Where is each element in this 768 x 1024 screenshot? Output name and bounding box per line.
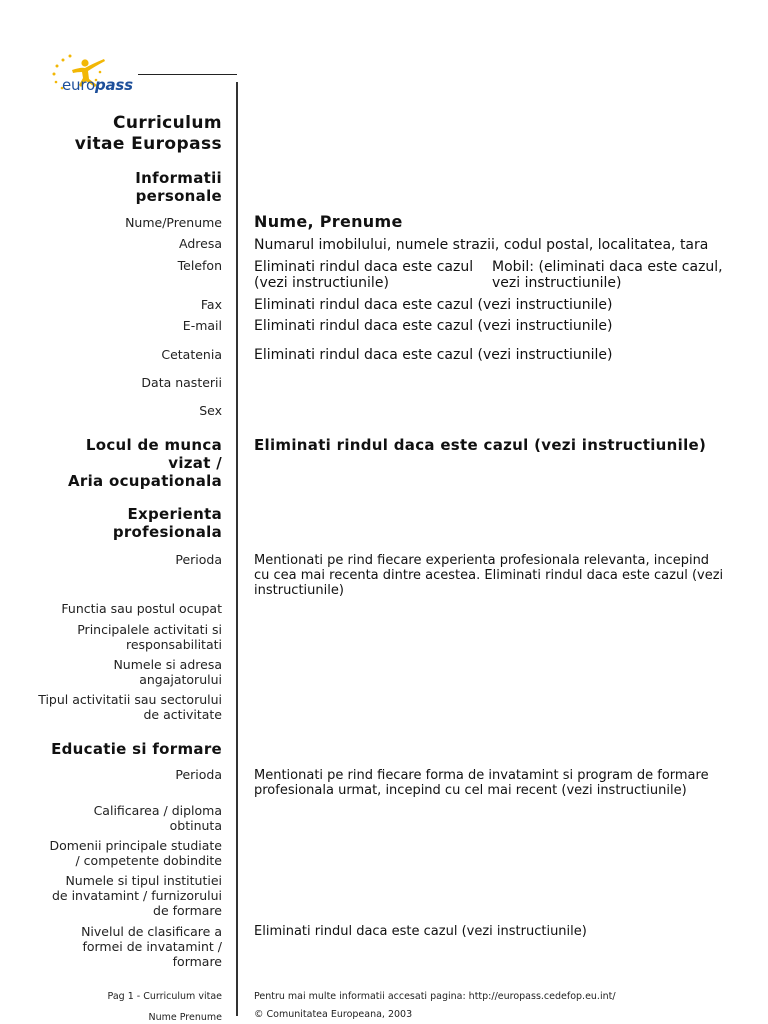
address-value: Numarul imobilului, numele strazii, codul postal, localitatea, tara [254,237,709,253]
subjects-label-line1: Domenii principale studiate [49,838,222,853]
sector-label-line2: de activitate [143,707,222,722]
experience-heading-line1: Experienta [127,505,222,523]
position-label: Functia sau postul ocupat [61,601,222,616]
nationality-label: Cetatenia [161,347,222,362]
desired-job-label-line3: Aria ocupationala [67,472,222,490]
phone-label: Telefon [177,258,222,273]
activities-label-line2: responsabilitati [125,637,222,652]
institution-label-line1: Numele si tipul institutiei [65,873,222,888]
education-heading: Educatie si formare [51,740,222,758]
education-period-label: Perioda [175,767,222,782]
desired-job-value: Eliminati rindul daca este cazul (vezi instructiunile) [254,436,707,454]
footer-copyright: © Comunitatea Europeana, 2003 [254,1009,413,1020]
fax-value: Eliminati rindul daca este cazul (vezi instructiunile) [254,297,613,313]
mobile-value-line2: vezi instructiunile) [492,275,622,291]
name-value: Nume, Prenume [254,212,403,231]
institution-label-line3: de formare [153,903,222,918]
subjects-label-line2: / competente dobindite [75,853,222,868]
column-divider [236,82,238,1016]
phone-value-line2: (vezi instructiunile) [254,275,389,291]
email-label: E-mail [182,318,222,333]
name-label: Nume/Prenume [125,215,222,230]
qualification-label-line2: obtinuta [169,818,222,833]
experience-heading-line2: profesionala [112,523,222,541]
experience-period-label: Perioda [175,552,222,567]
level-label-line3: formare [172,954,222,969]
personal-heading-line2: personale [135,187,222,205]
desired-job-label-line2: vizat / [168,454,222,472]
header-rule [138,74,237,75]
footer-info-text: Pentru mai multe informatii accesati pagina: http://europass.cedefop.eu.int/ [254,991,616,1002]
nationality-value: Eliminati rindul daca este cazul (vezi instructiunile) [254,347,613,363]
phone-value-line1: Eliminati rindul daca este cazul [254,259,474,275]
email-value: Eliminati rindul daca este cazul (vezi instructiunile) [254,318,613,334]
footer-page-label: Pag 1 - Curriculum vitae [107,991,222,1002]
level-value: Eliminati rindul daca este cazul (vezi instructiunile) [254,924,587,939]
employer-label-line2: angajatorului [139,672,222,687]
level-label-line2: formei de invatamint / [82,939,222,954]
address-label: Adresa [179,236,222,251]
sex-label: Sex [199,403,222,418]
experience-period-value: Mentionati pe rind fiecare experienta profesionala relevanta, incepind cu cea mai recenta dintre acestea. Eliminati rindul daca este cazul (vezi instructiunile) [254,553,724,598]
cv-title-line2: vitae Europass [74,134,222,154]
education-period-value: Mentionati pe rind fiecare forma de invatamint si program de formare profesionala urmat, incepind cu cel mai recent (vezi instructiunile) [254,768,709,798]
birthdate-label: Data nasterii [141,375,222,390]
europass-wordmark: europass [62,76,133,94]
sector-label-line1: Tipul activitatii sau sectorului [38,692,222,707]
level-label-line1: Nivelul de clasificare a [81,924,222,939]
institution-label-line2: de invatamint / furnizorului [51,888,222,903]
fax-label: Fax [200,297,222,312]
employer-label-line1: Numele si adresa [113,657,222,672]
desired-job-label-line1: Locul de munca [85,436,222,454]
footer-name-label: Nume Prenume [148,1012,222,1023]
activities-label-line1: Principalele activitati si [77,622,222,637]
personal-heading-line1: Informatii [135,169,222,187]
cv-title-line1: Curriculum [113,113,222,133]
qualification-label-line1: Calificarea / diploma [93,803,222,818]
mobile-value-line1: Mobil: (eliminati daca este cazul, [492,259,723,275]
